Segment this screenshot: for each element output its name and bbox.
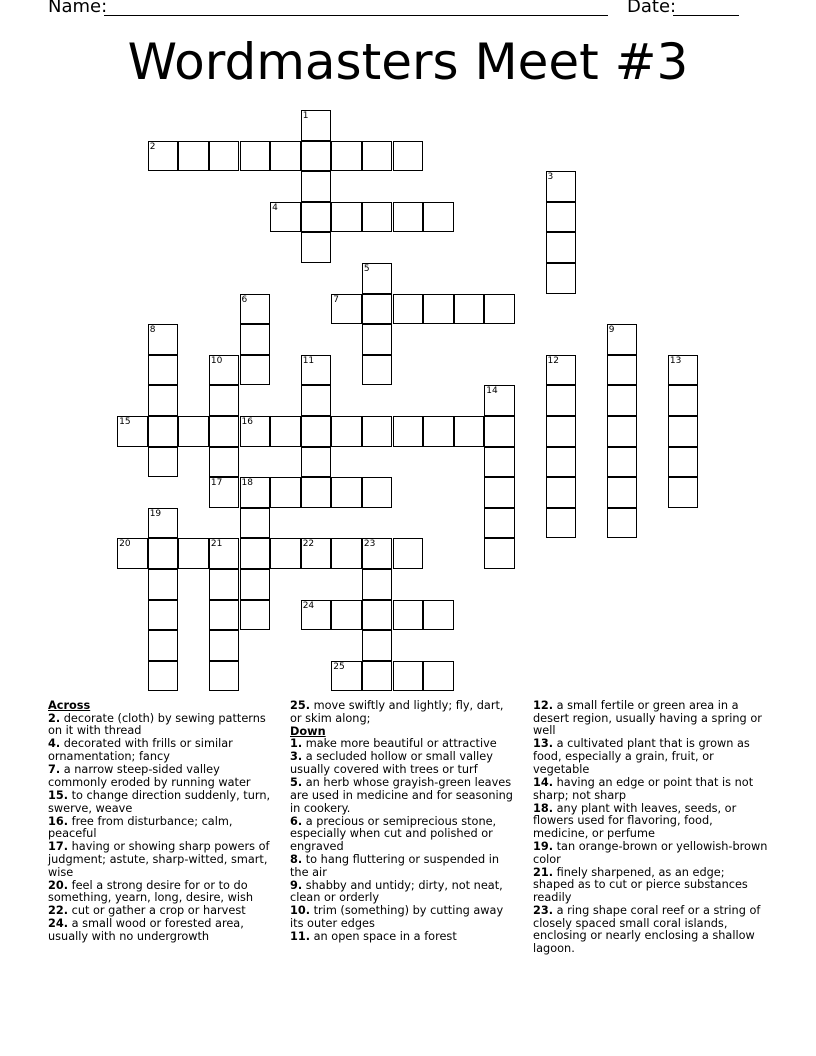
grid-cell[interactable] <box>546 355 577 386</box>
grid-cell[interactable] <box>484 477 515 508</box>
grid-cell[interactable] <box>117 538 148 569</box>
grid-cell[interactable] <box>668 385 699 416</box>
clue-number: 6 <box>241 294 248 305</box>
grid-cell[interactable] <box>301 447 332 478</box>
clue-number: 16. <box>48 814 69 828</box>
across-clue <box>48 880 276 905</box>
down-clue <box>290 905 518 930</box>
grid-cell[interactable] <box>178 141 209 172</box>
clue-number: 15 <box>119 417 131 427</box>
clue-text: feel a strong desire for or to do something, yearn, long, desire, wish <box>48 878 253 905</box>
grid-cell[interactable] <box>209 447 240 478</box>
grid-cell[interactable] <box>484 538 515 569</box>
down-clue <box>290 738 518 751</box>
down-clue <box>533 867 768 905</box>
grid-cell[interactable] <box>393 538 424 569</box>
down-clue <box>533 777 768 802</box>
clue-number: 24 <box>302 600 315 611</box>
clue-number: 13. <box>533 737 554 751</box>
grid-cell[interactable] <box>240 600 271 631</box>
grid-cell[interactable] <box>331 141 362 172</box>
clue-number: 10 <box>210 355 223 366</box>
clue-text: a secluded hollow or small valley usually covered with trees or turf <box>290 750 493 777</box>
clue-number: 21. <box>533 865 554 879</box>
grid-cell[interactable] <box>546 447 577 478</box>
grid-cell[interactable] <box>148 661 179 692</box>
grid-cell[interactable] <box>270 416 301 447</box>
grid-cell[interactable] <box>240 324 271 355</box>
clue-number: 11 <box>302 355 315 366</box>
grid-cell[interactable] <box>331 477 362 508</box>
grid-cell[interactable] <box>240 477 271 508</box>
grid-cell[interactable] <box>607 324 638 355</box>
grid-cell[interactable] <box>546 202 577 233</box>
clues-column-1 <box>48 700 276 944</box>
grid-cell[interactable] <box>607 447 638 478</box>
clue-number: 18 <box>241 478 253 489</box>
grid-cell[interactable] <box>209 538 240 569</box>
grid-cell[interactable] <box>331 202 362 233</box>
grid-cell[interactable] <box>362 477 393 508</box>
clue-number: 23. <box>533 904 554 918</box>
grid-cell[interactable] <box>393 661 424 692</box>
clue-number: 20. <box>48 878 69 892</box>
grid-cell[interactable] <box>209 569 240 600</box>
clue-text: to hang fluttering or suspended in the air <box>290 852 500 879</box>
down-clue <box>533 803 768 841</box>
grid-cell[interactable] <box>331 661 362 692</box>
across-clue <box>48 738 276 763</box>
grid-cell[interactable] <box>148 569 179 600</box>
grid-cell[interactable] <box>607 385 638 416</box>
clues-column-2 <box>290 700 518 944</box>
down-clue <box>290 816 518 854</box>
grid-cell[interactable] <box>362 263 393 294</box>
across-clue <box>48 816 276 841</box>
grid-cell[interactable] <box>393 294 424 325</box>
across-clue <box>48 713 276 738</box>
clue-text: finely sharpened, as an edge; shaped as to cut or pierce substances readily <box>533 865 748 905</box>
clue-text: shabby and untidy; dirty, not neat, clean or orderly <box>290 878 503 905</box>
grid-cell[interactable] <box>148 355 179 386</box>
grid-cell[interactable] <box>546 171 577 202</box>
clue-number: 7. <box>48 763 61 777</box>
grid-cell[interactable] <box>209 416 240 447</box>
clue-number: 15. <box>48 788 69 802</box>
grid-cell[interactable] <box>209 630 240 661</box>
grid-cell[interactable] <box>270 538 301 569</box>
across-clue <box>48 918 276 943</box>
down-clue <box>533 700 768 738</box>
grid-cell[interactable] <box>178 416 209 447</box>
grid-cell[interactable] <box>546 477 577 508</box>
grid-cell[interactable] <box>178 538 209 569</box>
clue-text: having or showing sharp powers of judgment; astute, sharp-witted, smart, wise <box>48 840 270 879</box>
grid-cell[interactable] <box>362 294 393 325</box>
grid-cell[interactable] <box>148 508 179 539</box>
grid-cell[interactable] <box>423 600 454 631</box>
grid-cell[interactable] <box>240 508 271 539</box>
grid-cell[interactable] <box>546 508 577 539</box>
clue-number: 2. <box>48 711 61 725</box>
grid-cell[interactable] <box>209 600 240 631</box>
down-clue <box>290 880 518 905</box>
grid-cell[interactable] <box>362 324 393 355</box>
grid-cell[interactable] <box>393 600 424 631</box>
grid-cell[interactable] <box>484 385 515 416</box>
grid-cell[interactable] <box>209 355 240 386</box>
clue-number: 4. <box>48 737 61 751</box>
grid-cell[interactable] <box>607 355 638 386</box>
clue-number: 5. <box>290 776 303 790</box>
grid-cell[interactable] <box>484 447 515 478</box>
down-heading: Down <box>290 724 326 738</box>
grid-cell[interactable] <box>301 171 332 202</box>
clue-text: make more beautiful or attractive <box>305 737 497 751</box>
down-clue <box>533 905 768 956</box>
clue-number: 12. <box>533 699 554 712</box>
clue-number: 9. <box>290 878 303 892</box>
clue-number: 2 <box>149 141 156 152</box>
clue-number: 3 <box>547 172 554 183</box>
across-heading: Across <box>48 699 91 712</box>
down-clue <box>290 854 518 879</box>
grid-cell[interactable] <box>393 202 424 233</box>
grid-cell[interactable] <box>331 600 362 631</box>
down-clue <box>290 777 518 815</box>
clue-number: 17 <box>210 478 223 489</box>
grid-cell[interactable] <box>301 232 332 263</box>
grid-cell[interactable] <box>393 416 424 447</box>
clue-number: 20 <box>119 539 131 550</box>
grid-cell[interactable] <box>484 294 515 325</box>
grid-cell[interactable] <box>362 630 393 661</box>
clues-column-3 <box>533 700 768 956</box>
clue-text: decorate (cloth) by sewing patterns on it with thread <box>48 711 266 738</box>
grid-cell[interactable] <box>607 477 638 508</box>
clue-number: 7 <box>333 294 340 305</box>
clue-number: 16 <box>241 417 253 427</box>
clue-number: 11. <box>290 930 311 944</box>
grid-cell[interactable] <box>423 661 454 692</box>
clue-number: 24. <box>48 917 69 931</box>
clue-number: 22 <box>302 539 315 550</box>
grid-cell[interactable] <box>148 385 179 416</box>
grid-cell[interactable] <box>148 324 179 355</box>
clue-number: 14. <box>533 775 554 789</box>
grid-cell[interactable] <box>331 294 362 325</box>
grid-cell[interactable] <box>668 416 699 447</box>
across-clue <box>290 700 518 725</box>
grid-cell[interactable] <box>301 477 332 508</box>
grid-cell[interactable] <box>423 294 454 325</box>
clue-number: 9 <box>608 325 615 336</box>
clue-text: any plant with leaves, seeds, or flowers used for flavoring, food, medicine, or perfume <box>533 801 737 840</box>
grid-cell[interactable] <box>117 416 148 447</box>
grid-cell[interactable] <box>362 141 393 172</box>
grid-cell[interactable] <box>209 141 240 172</box>
grid-cell[interactable] <box>454 294 485 325</box>
grid-cell[interactable] <box>423 202 454 233</box>
down-clue <box>533 738 768 776</box>
grid-cell[interactable] <box>148 141 179 172</box>
grid-cell[interactable] <box>240 355 271 386</box>
clue-text: a small fertile or green area in a desert region, usually having a spring or well <box>533 699 762 738</box>
grid-cell[interactable] <box>270 477 301 508</box>
grid-cell[interactable] <box>148 630 179 661</box>
across-clue <box>48 905 276 918</box>
clue-text: tan orange-brown or yellowish-brown color <box>533 839 768 866</box>
grid-cell[interactable] <box>362 202 393 233</box>
clue-number: 12 <box>547 355 559 366</box>
clue-number: 14 <box>486 386 498 397</box>
clue-text: a ring shape coral reef or a string of closely spaced small coral islands, enclosing or nearly enclosing a shallow lagoon. <box>533 904 761 956</box>
clue-number: 13 <box>669 355 682 366</box>
grid-cell[interactable] <box>301 416 332 447</box>
clue-text: an herb whose grayish-green leaves are used in medicine and for seasoning in cookery. <box>290 776 513 815</box>
grid-cell[interactable] <box>362 538 393 569</box>
grid-cell[interactable] <box>362 355 393 386</box>
grid-cell[interactable] <box>484 508 515 539</box>
clue-number: 5 <box>363 264 370 274</box>
name-label: Name: <box>48 0 108 17</box>
clue-number: 8. <box>290 852 303 866</box>
grid-cell[interactable] <box>301 385 332 416</box>
clue-number: 22. <box>48 904 69 918</box>
grid-cell[interactable] <box>240 569 271 600</box>
grid-cell[interactable] <box>546 263 577 294</box>
clue-number: 19. <box>533 839 554 853</box>
grid-cell[interactable] <box>240 294 271 325</box>
clue-text: a small wood or forested area, usually with no undergrowth <box>48 917 244 944</box>
grid-cell[interactable] <box>301 355 332 386</box>
grid-cell[interactable] <box>270 141 301 172</box>
grid-cell[interactable] <box>607 416 638 447</box>
grid-cell[interactable] <box>362 600 393 631</box>
across-clue <box>48 764 276 789</box>
clue-text: to change direction suddenly, turn, swerve, weave <box>48 788 271 815</box>
grid-cell[interactable] <box>362 416 393 447</box>
clue-text: cut or gather a crop or harvest <box>71 904 246 918</box>
clue-number: 23 <box>363 539 376 550</box>
clue-text: decorated with frills or similar ornamentation; fancy <box>48 737 233 764</box>
down-clue <box>290 751 518 776</box>
grid-cell[interactable] <box>301 110 332 141</box>
grid-cell[interactable] <box>270 202 301 233</box>
grid-cell[interactable] <box>240 538 271 569</box>
clue-number: 25. <box>290 699 311 712</box>
grid-cell[interactable] <box>546 385 577 416</box>
grid-cell[interactable] <box>331 538 362 569</box>
clue-number: 3. <box>290 750 303 764</box>
clue-text: a cultivated plant that is grown as food, especially a grain, fruit, or vegetable <box>533 737 750 776</box>
grid-cell[interactable] <box>668 447 699 478</box>
clue-text: an open space in a forest <box>313 930 457 944</box>
clue-number: 17. <box>48 840 69 854</box>
clue-number: 25 <box>333 661 345 672</box>
clue-number: 21 <box>210 539 223 550</box>
across-clue <box>48 841 276 879</box>
clue-number: 19 <box>149 508 162 519</box>
grid-cell[interactable] <box>209 385 240 416</box>
clue-number: 6. <box>290 814 303 828</box>
clue-text: having an edge or point that is not sharp; not sharp <box>533 775 754 802</box>
clue-number: 4 <box>272 202 278 213</box>
grid-cell[interactable] <box>423 416 454 447</box>
clue-text: a narrow steep-sided valley commonly eroded by running water <box>48 763 251 789</box>
clue-number: 8 <box>149 325 156 336</box>
clue-text: free from disturbance; calm, peaceful <box>48 814 233 841</box>
grid-cell[interactable] <box>148 416 179 447</box>
grid-cell[interactable] <box>209 477 240 508</box>
date-label: Date: <box>627 0 677 17</box>
grid-cell[interactable] <box>148 447 179 478</box>
grid-cell[interactable] <box>301 600 332 631</box>
across-clue <box>48 790 276 815</box>
grid-cell[interactable] <box>546 416 577 447</box>
grid-cell[interactable] <box>148 538 179 569</box>
grid-cell[interactable] <box>209 661 240 692</box>
grid-cell[interactable] <box>546 232 577 263</box>
grid-cell[interactable] <box>362 661 393 692</box>
grid-cell[interactable] <box>240 141 271 172</box>
grid-cell[interactable] <box>301 141 332 172</box>
clue-text: move swiftly and lightly; fly, dart, or skim along; <box>290 699 504 725</box>
clue-text: a precious or semiprecious stone, especially when cut and polished or engraved <box>290 814 497 853</box>
clue-number: 10. <box>290 904 311 918</box>
grid-cell[interactable] <box>240 416 271 447</box>
grid-cell[interactable] <box>484 416 515 447</box>
clue-number: 18. <box>533 801 554 815</box>
clue-number: 1. <box>290 737 303 751</box>
grid-cell[interactable] <box>301 538 332 569</box>
grid-cell[interactable] <box>301 202 332 233</box>
down-clue <box>533 841 768 866</box>
grid-cell[interactable] <box>668 355 699 386</box>
grid-cell[interactable] <box>393 141 424 172</box>
page-title: Wordmasters Meet #3 <box>127 33 689 91</box>
grid-cell[interactable] <box>362 569 393 600</box>
grid-cell[interactable] <box>607 508 638 539</box>
down-clue <box>290 931 518 944</box>
grid-cell[interactable] <box>148 600 179 631</box>
grid-cell[interactable] <box>668 477 699 508</box>
clue-number: 1 <box>302 111 309 121</box>
clue-text: trim (something) by cutting away its outer edges <box>290 904 504 931</box>
grid-cell[interactable] <box>331 416 362 447</box>
grid-cell[interactable] <box>454 416 485 447</box>
